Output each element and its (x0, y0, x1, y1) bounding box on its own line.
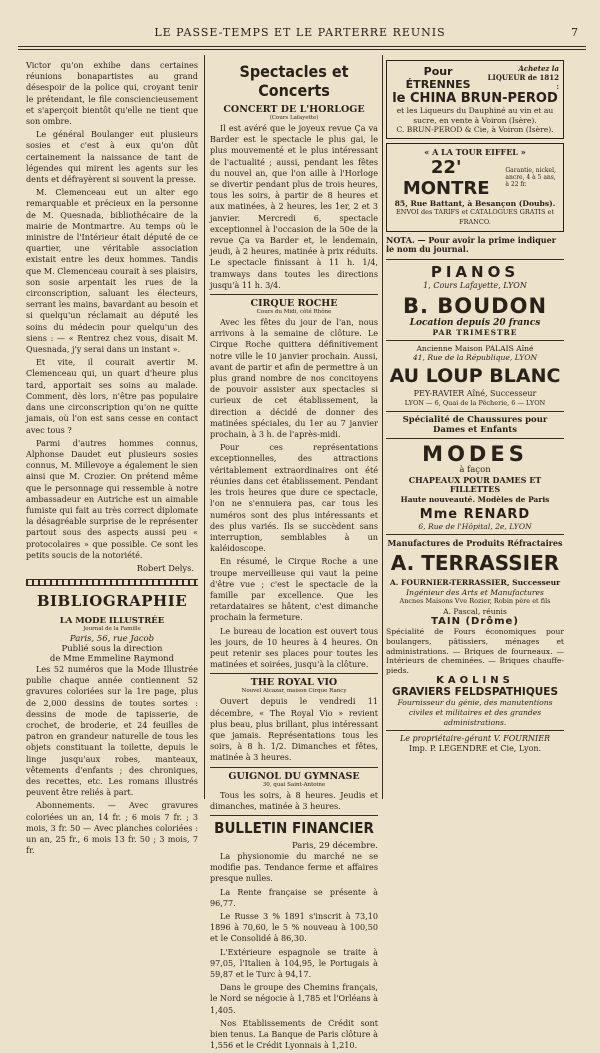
ad-text: CHAPEAUX POUR DAMES ET FILLETTES (408, 474, 542, 495)
mode-direction: Publié sous la direction (61, 643, 163, 654)
mode-subtitle: Journal de la Famille (83, 625, 141, 632)
cirque-title: CIRQUE ROCHE (250, 298, 338, 310)
divider (210, 815, 378, 816)
ad-text: Achetez la (518, 64, 559, 73)
ad-nota: NOTA. — Pour avoir la prime indiquer le nom du journal. (386, 234, 556, 255)
horloge-subtitle: (Cours Lafayette) (269, 115, 319, 121)
ad-text: 41, Rue de la République, LYON (412, 353, 538, 363)
abonnements: Abonnements. — Avec gravures coloriées un an, 14 fr. ; 6 mois 7 fr. ; 3 mois, 3 fr. 50 — Avec planches coloriées : un an, 25 fr., 6 mois 13 fr. 50 ; 3 mois, 7 fr. (26, 800, 198, 856)
divider (386, 438, 564, 439)
cirque-text: Avec les fêtes du jour de l'an, nous arrivons à la semaine de clôture. Le Cirque Roche quittera définitivement notre ville le 10 janvier prochain. Aussi, avant de partir et afin de permettre à un plus grand nombre de nos concitoyens de pouvoir assister aux spectacles si curieux de cet établissement, la direction a décidé de donner des matinées spéciales, du 1er au 7 janvier prochain, à 3 h. de l'après-midi. (210, 317, 378, 440)
cirque-subtitle: Cours du Midi, côté Rhône (256, 309, 332, 316)
divider (386, 340, 564, 341)
imprimeur-line: Imp. P. LEGENDRE et Cie, Lyon. (408, 743, 542, 753)
column-divider (382, 55, 383, 799)
bulletin-para: Nos Etablissements de Crédit sont bien tenus. La Banque de Paris clôture à 1,556 et le Crédit Lyonnais à 1,210. (210, 1017, 378, 1051)
divider (386, 411, 564, 412)
ad-text: Ancienne Maison PALAIS Aîné (416, 343, 534, 353)
horloge-text: Il est avéré que le joyeux revue Ça va Barder est le spectacle le plus gai, le plus mouvementé et le plus intéressant de l'actualité ; aussi, pendant les fêtes du nouvel an, que l'on aille à l'Horloge se divertir pendant plus de trois heures, tous les soirs, à partir de 8 heures et aux matinées, à 2 heures, les 1er, 2 et 3 janvier. Mercredi 6, spectacle exceptionnel à l'occasion de la 50e de la revue Ça va Barder et, le lendemain, jeudi, à 2 heures, matinée à prix réduits. Le spectacle finissant à 11 h. 1/4, tramways dans toutes les directions jusqu'à 11 h. 3/4. (210, 123, 378, 290)
ad-text: 6, Rue de l'Hôpital, 2e, LYON (418, 521, 532, 531)
divider (210, 767, 378, 768)
ad-text: Spécialité de Chaussures pour Dames et Enfants (402, 415, 548, 436)
page-number: 7 (571, 26, 578, 39)
modes-title: MODES (422, 442, 528, 467)
ad-text: Manufactures de Produits Réfractaires (387, 538, 563, 549)
column-right (386, 60, 564, 753)
graviers-title: GRAVIERS FELDSPATHIQUES (391, 686, 559, 699)
terrassier-title: A. TERRASSIER (390, 551, 560, 576)
page-header (0, 0, 600, 38)
bulletin-para: Le Russe 3 % 1891 s'inscrit à 73,10 1896 à 70,60, le 5 % nouveau à 100,50 et le Consolidé à 86,30. (210, 910, 378, 944)
spectacles-title: Spectacles et Concerts (239, 62, 349, 100)
cirque-text: Le bureau de location est ouvert tous les jours, de 10 heures à 4 heures. On peut retenir ses places pour toutes les matinées et soirées, jusqu'à la clôture. (210, 625, 378, 670)
ad-text: A. Pascal, réunis (443, 606, 507, 616)
bulletin-para: La Rente française se présente à 96,77. (210, 886, 378, 908)
mode-address: Paris, 56, rue Jacob (69, 633, 155, 644)
signature: Robert Delys. (136, 562, 194, 573)
ad-text: Garantie, nickel, ancre, 4 à 5 ans, à 22 fr. (505, 167, 556, 189)
ad-text: Ancnes Maisons Vve Rozier, Robin père et fils (399, 597, 551, 606)
pianos-title: PIANOS (430, 262, 520, 281)
gerant-line: Le propriétaire-gérant V. FOURNIER (399, 734, 551, 744)
royal-vio-title: THE ROYAL VIO (250, 677, 338, 689)
ad-text: LIQUEUR de 1812 : (487, 73, 559, 91)
bulletin-para: L'Extérieure espagnole se traite à 97,05, l'Italien à 104,95, le Portugais à 59,87 et le Turc à 94,17. (210, 946, 378, 979)
ad-text: Fournisseur du génie, des manutentions civiles et militaires et des grandes administrations. (397, 698, 553, 727)
ad-text: A. FOURNIER-TERRASSIER, Successeur (389, 578, 561, 588)
ad-text: C. BRUN-PEROD & Cie, à Voiron (Isère). (396, 125, 554, 135)
column-left (26, 60, 198, 858)
mode-director: de Mme Emmeline Raymond (49, 653, 175, 664)
cirque-text: En résumé, le Cirque Roche a une troupe merveilleuse qui vaut la peine d'être vue ; c'est le spectacle de la famille par excellence. Que les retardataires se hâtent, c'est dimanche prochain la fermeture. (210, 556, 378, 623)
guignol-text: Tous les soirs, à 8 heures. Jeudis et dimanches, matinée à 3 heures. (210, 789, 378, 811)
pianos-address: 1, Cours Lafayette, LYON (423, 280, 527, 290)
cirque-text: Pour ces représentations exceptionnelles, des attractions véritablement extraordinaires ont été réunies dans cet établissement. Pendant les trois heures que dure ce spectacle, l'on ne s'ennuiera pas, car tous les numéros sont des plus intéressants et des plus variés. Ils se succèdent sans interruption, semblables à un kaléidoscope. (210, 442, 378, 554)
guignol-subtitle: 30, quai Saint-Antoine (262, 781, 326, 788)
column-middle (210, 60, 378, 1053)
divider (210, 673, 378, 674)
ad-text: « A LA TOUR EIFFEL » (424, 146, 526, 157)
mode-title: LA MODE ILLUSTRÉE (59, 615, 165, 626)
ad-text: 85, Rue Battant, à Besançon (Doubs). (394, 198, 556, 208)
paragraph: Victor qu'on exhibe dans certaines réunions bonapartistes au grand désespoir de la police qui, croyant tenir le prétendant, le file consciencieusement et s'aperçoit bientôt qu'elle ne tient que son ombre. (26, 60, 198, 127)
bulletin-para: La physionomie du marché ne se modifie pas. Tendance ferme et affaires presque nulles. (210, 850, 378, 884)
ad-text: PEY-RAVIER Aîné, Successeur (413, 388, 537, 398)
divider (386, 259, 564, 260)
header-rule-2 (18, 49, 586, 50)
running-title: LE PASSE-TEMPS ET LE PARTERRE REUNIS (154, 26, 446, 39)
boudon-title: B. BOUDON (402, 293, 548, 318)
boudon-sub2: PAR TRIMESTRE (432, 327, 518, 337)
ad-label: Pour ÉTRENNES (405, 64, 471, 91)
kaolins-title: KAOLINS (436, 675, 514, 687)
boudon-sub: Location depuis 20 francs (409, 317, 541, 328)
bulletin-para: Dans le groupe des Chemins français, le Nord se négocie à 1,785 et l'Orléans à 1,405. (210, 982, 378, 1015)
guignol-title: GUIGNOL DU GYMNASE (228, 770, 360, 782)
bulletin-date: Paris, 29 décembre. (291, 840, 378, 851)
ad-text: LYON — 6, Quai de la Pêcherie, 6 — LYON (404, 398, 546, 407)
paragraph: Parmi d'autres hommes connus, Alphonse Daudet eut plusieurs sosies connus, M. Millevoye a également le sien ainsi que M. Crozier. On prétend même que le personnage qui ressemble à notre ambassadeur en Autriche est un aimable fumiste qui fait au très correct diplomate la désagréable surprise de le représenter partout sous des aspects aussi peu « protocolaires » que possible. Ce sont les petits soucis de la notoriété. (26, 437, 198, 560)
ad-text: Spécialité de Fours économiques pour boulangers, pâtissiers, ménages et administrations. — Briques de fourneaux. — Intérieurs de cheminées. — Briques chauffe-pieds. (386, 627, 564, 675)
mode-description: Les 52 numéros que la Mode Illustrée publie chaque année contiennent 52 gravures coloriées sur la 1re page, plus de 2,000 dessins de toutes sortes : dessins de mode de tapisserie, de crochet, de broderie, et 24 feuilles de patron en grandeur naturelle de tous les objets constituant la toilette, depuis le linge jusqu'aux robes, manteaux, vêtements d'enfants ; des chroniques, des recettes, etc. Les romans illustrés peuvent être reliés à part. (26, 663, 198, 798)
divider (210, 294, 378, 295)
ad-text: et les Liqueurs du Dauphiné au vin et au sucre, en vente à Voiron (Isère). (396, 106, 554, 125)
ad-title: 22' MONTRE (402, 156, 490, 199)
divider (386, 730, 564, 731)
paragraph: M. Clemenceau eut un alter ego remarquable et précieux en la personne de M. Quesnada, bibliothécaire de la mairie de Montmartre. Au temps où le ministre de l'Intérieur était député de ce quartier, une véritable association existait entre les deux hommes. Tandis que M. Clemenceau courait à ses plaisirs, son sosie arpentait les rues de la circonscription, saluant les électeurs, serrant les mains, bavardant au besoin et si quelqu'un réclamait au député les soins du médecin pour quelqu'un des siens : — « Rentrez chez vous, disait M. Quesnada, j'y serai dans un instant ». (26, 187, 198, 355)
royal-vio-text: Ouvert depuis le vendredi 11 décembre, « The Royal Vio » revient plus beau, plus brillant, plus intéressant que jamais. Représentations tous les soirs, à 8 h. 1/2. Dimanches et fêtes, matinée à 3 heures. (210, 696, 378, 763)
paragraph: Et vite, il courait avertir M. Clemenceau qui, un quart d'heure plus tard, apportait ses soins au malade. Comment, dès lors, n'être pas populaire dans une circonscription qu'on ne quitte jamais, où l'on est sans cesse en contact avec tous ? (26, 357, 198, 435)
ad-montre (386, 143, 564, 232)
ad-text: ENVOI des TARIFS et CATALOGUES GRATIS et FRANCO. (396, 208, 554, 226)
ad-text: Haute nouveauté. Modèles de Paris (400, 494, 550, 504)
loup-blanc-title: AU LOUP BLANC (389, 364, 561, 387)
ornament-divider (26, 579, 198, 586)
ad-china-brun-perod (386, 60, 564, 139)
column-divider (204, 55, 205, 799)
ad-text: Ingénieur des Arts et Manufactures (406, 587, 544, 597)
ad-text: à façon (459, 465, 491, 476)
tain-title: TAIN (Drôme) (431, 616, 519, 628)
ad-name: le CHINA BRUN-PEROD (392, 91, 558, 106)
paragraph: Le général Boulanger eut plusieurs sosies et c'est à eux qu'on dût certainement la naissance de tant de légendes qui mirent les agents sur les dents et défrayèrent si souvent la presse. (26, 129, 198, 185)
bibliographie-title: BIBLIOGRAPHIE (36, 591, 188, 610)
header-rule (18, 46, 586, 47)
divider (386, 534, 564, 535)
horloge-title: CONCERT DE L'HORLOGE (223, 104, 365, 115)
royal-vio-subtitle: Nouvel Alcazar, maison Cirque Rancy (241, 688, 347, 695)
renard-name: Mme RENARD (419, 506, 531, 522)
bulletin-title: BULLETIN FINANCIER (214, 818, 374, 837)
